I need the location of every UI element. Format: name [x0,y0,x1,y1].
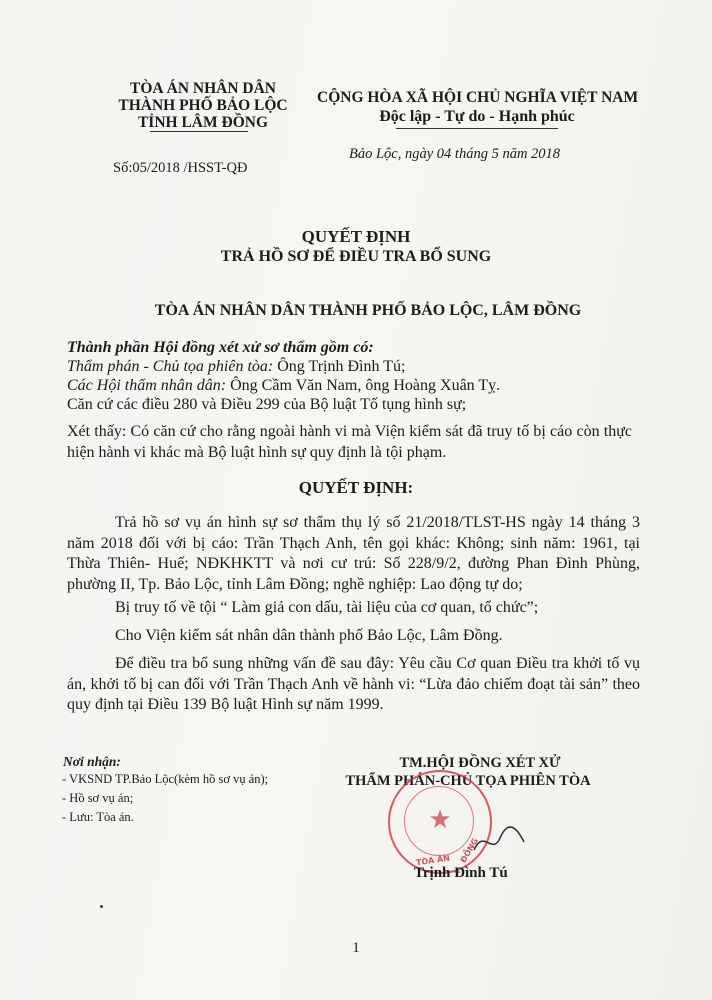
legal-basis: Căn cứ các điều 280 và Điều 299 của Bộ luật Tố tụng hình sự; [67,396,467,413]
recipient-item: - Hồ sơ vụ án; [62,791,134,805]
decision-paragraph-4: Để điều tra bổ sung những vấn đề sau đây: Yêu cầu Cơ quan Điều tra khởi tố vụ án, khởi tố bị can đối với Trần Thạch Anh về hành vi: “Lừa đảo chiếm đoạt tài sản” theo quy định tại Điều 139 Bộ luật Hình sự năm 1999. [67,655,640,713]
jurors-names: Ông Cầm Văn Nam, ông Hoàng Xuân Tỵ. [226,377,501,394]
page-number: 1 [352,940,360,956]
consideration: Xét thấy: Có căn cứ cho rằng ngoài hành vi mà Viện kiểm sát đã truy tố bị cáo còn thực hiện hành vi khác mà Bộ luật hình sự quy định là tội phạm. [67,423,632,461]
seal-emblem-icon: ★ [428,805,452,835]
speck [100,905,103,908]
decision-paragraph-3: Cho Viện kiểm sát nhân dân thành phố Bảo Lộc, Lâm Đồng. [115,627,503,644]
issuer-underline [150,131,248,132]
document-date: Bảo Lộc, ngày 04 tháng 5 năm 2018 [349,146,561,162]
judge-label: Thẩm phán - Chủ tọa phiên tòa: [67,358,274,375]
signature-scribble [470,820,530,860]
recipient-item: - VKSND TP.Bảo Lộc(kèm hồ sơ vụ án); [62,772,269,786]
recipient-item: - Lưu: Tòa án. [62,810,134,824]
title-line-2: TRẢ HỒ SƠ ĐỂ ĐIỀU TRA BỔ SUNG [220,248,492,265]
motto: Độc lập - Tự do - Hạnh phúc [379,108,575,125]
panel-heading: Thành phần Hội đồng xét xử sơ thẩm gồm có: [67,339,374,356]
jurors-line [67,377,500,395]
seal-inner-ring [404,786,474,856]
signature-title-2: THẨM PHÁN-CHỦ TỌA PHIÊN TÒA [345,773,591,789]
decision-paragraph-1: Trả hồ sơ vụ án hình sự sơ thẩm thụ lý số 21/2018/TLST-HS ngày 14 tháng 3 năm 2018 đối với bị cáo: Trần Thạch Anh, tên gọi khác: Không; sinh năm: 1961, tại Thừa Thiên- Huế; NĐKHKTT và nơi cư trú: Số 228/9/2, đường Phan Đình Phùng, phường II, Tp. Bảo Lộc, tỉnh Lâm Đồng; nghề nghiệp: Lao động tự do; [67,514,640,593]
decision-paragraph-2: Bị truy tố về tội “ Làm giả con dấu, tài liệu của cơ quan, tổ chức”; [115,599,539,616]
judge-line [67,358,405,376]
signature-title-1: TM.HỘI ĐỒNG XÉT XỬ [399,755,561,771]
issuer-line-3: TỈNH LÂM ĐỒNG [137,114,269,131]
document-number: Số:05/2018 /HSST-QĐ [113,160,248,176]
seal-text: ĐỒNG [458,836,480,865]
issuer-line-1: TÒA ÁN NHÂN DÂN [130,80,276,97]
court-name: TÒA ÁN NHÂN DÂN THÀNH PHỐ BẢO LỘC, LÂM ĐỒNG [154,302,582,319]
decision-heading: QUYẾT ĐỊNH: [298,478,414,497]
signer-name: Trịnh Đình Tú [414,865,508,881]
seal-text: TÒA ÁN [415,853,451,868]
title-line-1: QUYẾT ĐỊNH [301,227,411,246]
issuer-line-2: THÀNH PHỐ BẢO LỘC [118,97,288,114]
republic-title: CỘNG HÒA XÃ HỘI CHỦ NGHĨA VIỆT NAM [317,89,639,106]
judge-name: Ông Trịnh Đình Tú; [273,358,406,375]
recipients-heading: Nơi nhận: [63,754,121,769]
motto-underline [396,128,558,129]
jurors-label: Các Hội thẩm nhân dân: [67,377,227,394]
